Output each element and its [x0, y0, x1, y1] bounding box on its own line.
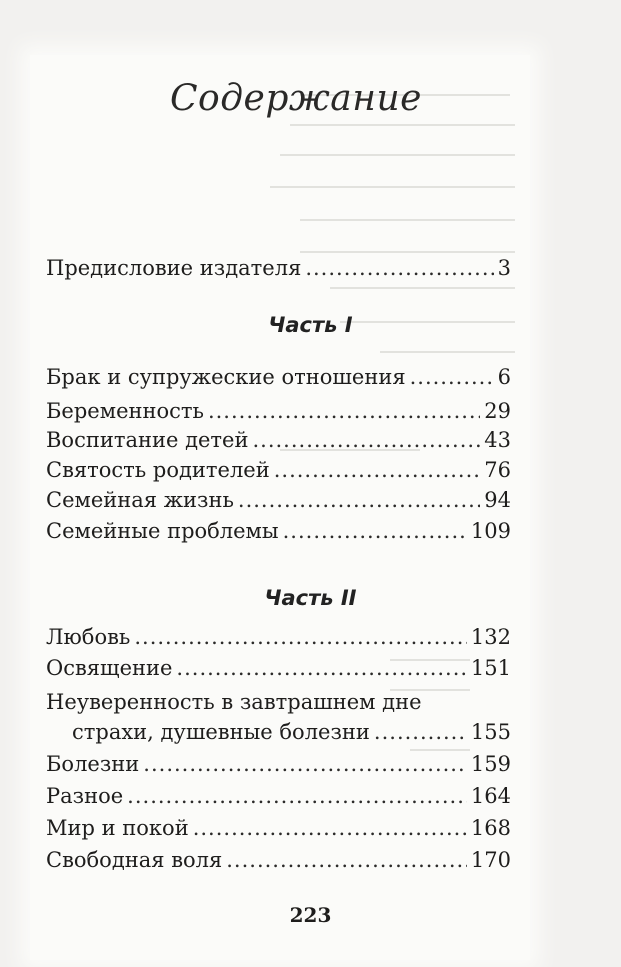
toc-entry [72, 717, 511, 747]
dot-leader [410, 362, 494, 392]
part-heading: Часть I [268, 313, 353, 337]
toc-entry [46, 455, 511, 485]
toc-entry-page: 43 [484, 428, 511, 452]
toc-entry-page: 168 [470, 816, 511, 840]
toc-entry [46, 396, 511, 426]
toc-entry-page: 159 [470, 752, 511, 776]
toc-entry-label: Беременность [46, 399, 204, 423]
dot-leader [143, 749, 467, 779]
toc-entry [46, 425, 511, 455]
toc-entry-label: Воспитание детей [46, 428, 249, 452]
toc-entry [46, 485, 511, 515]
dot-leader [208, 396, 480, 426]
toc-entry [46, 362, 511, 392]
toc-entry [46, 622, 511, 652]
toc-entry-label: Разное [46, 784, 124, 808]
toc-entry-label: Свободная воля [46, 848, 223, 872]
dot-leader [226, 845, 467, 875]
dot-leader [176, 653, 466, 683]
toc-entry [46, 781, 511, 811]
toc-entry-page: 164 [470, 784, 511, 808]
toc-entry-label: Освящение [46, 656, 173, 680]
toc-entry [46, 516, 511, 546]
dot-leader [283, 516, 467, 546]
toc-entry [46, 813, 511, 843]
dot-leader [374, 717, 467, 747]
toc-entry-label: Предисловие издателя [46, 256, 302, 280]
toc-entry-label: Семейные проблемы [46, 519, 279, 543]
dot-leader [252, 425, 480, 455]
toc-entry-page: 155 [470, 720, 511, 744]
toc-entry-label: Брак и супружеские отношения [46, 365, 406, 389]
dot-leader [127, 781, 467, 811]
toc-entry-page: 76 [484, 458, 511, 482]
toc-entry-continuation: страхи, душевные болезни [72, 720, 370, 744]
toc-entry-label: Святость родителей [46, 458, 270, 482]
dot-leader [134, 622, 467, 652]
toc-entry-label: Неуверенность в завтрашнем дне [46, 690, 422, 714]
part-heading: Часть II [264, 586, 357, 610]
toc-entry-label: Болезни [46, 752, 140, 776]
toc-entry-label: Любовь [46, 625, 131, 649]
toc-entry-page: 29 [484, 399, 511, 423]
toc-entry-label: Семейная жизнь [46, 488, 234, 512]
toc-entry [46, 749, 511, 779]
toc-entry-page: 94 [484, 488, 511, 512]
toc-entry-intro [46, 253, 511, 283]
toc-entry-page: 3 [497, 256, 511, 280]
page-title: Содержание [170, 78, 422, 119]
toc-entry-page: 109 [470, 519, 511, 543]
toc-entry-label: Мир и покой [46, 816, 189, 840]
toc-entry-page: 170 [470, 848, 511, 872]
dot-leader [238, 485, 480, 515]
dot-leader [193, 813, 467, 843]
toc-entry [46, 653, 511, 683]
toc-entry [46, 845, 511, 875]
toc-entry-page: 6 [497, 365, 511, 389]
toc-entry-page: 151 [470, 656, 511, 680]
dot-leader [305, 253, 493, 283]
dot-leader [274, 455, 481, 485]
page-number: 223 [289, 903, 332, 927]
toc-entry-page: 132 [470, 625, 511, 649]
